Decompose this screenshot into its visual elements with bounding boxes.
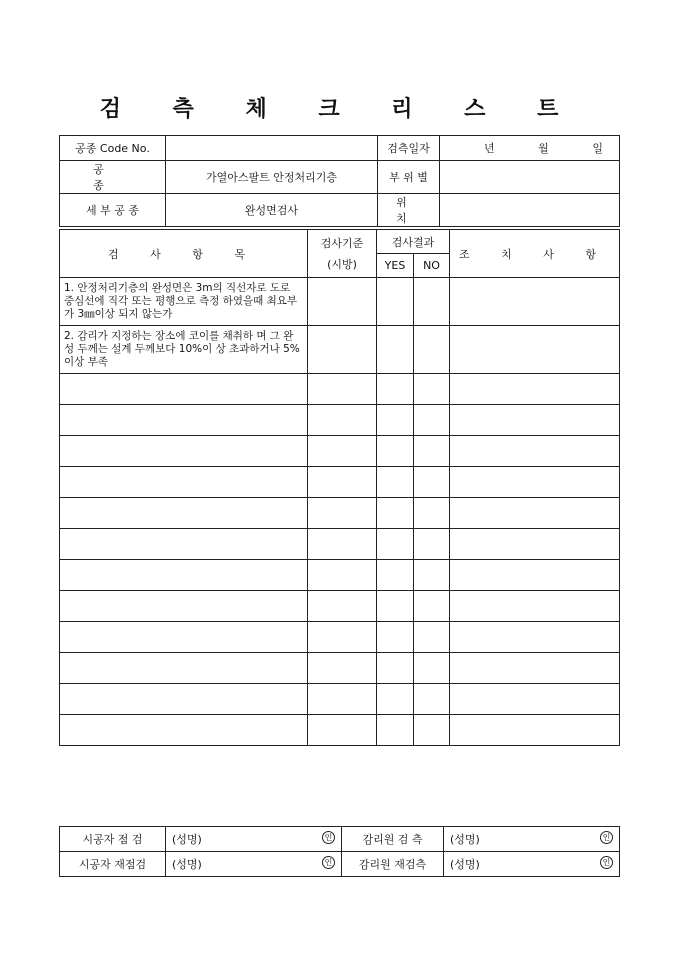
- checklist-standard-cell[interactable]: [308, 498, 377, 529]
- col-header-result: 검사결과: [377, 230, 450, 254]
- checklist-item-text: [60, 653, 308, 684]
- seal-icon: 인: [600, 831, 613, 844]
- page-title: 검 측 체 크 리 스 트: [99, 96, 581, 122]
- date-year-label: 년: [484, 142, 495, 155]
- location-label: 위 치: [378, 194, 440, 227]
- checklist-item-text: [60, 436, 308, 467]
- signature-row-recheck: [60, 852, 620, 877]
- checklist-yes-cell[interactable]: [377, 591, 414, 622]
- checklist-standard-cell[interactable]: [308, 405, 377, 436]
- code-value-field[interactable]: [166, 136, 378, 161]
- checklist-row: [60, 684, 620, 715]
- date-day-label: 일: [592, 142, 603, 155]
- checklist-row: [60, 715, 620, 746]
- work-type-label: 공 종: [60, 161, 166, 194]
- checklist-action-cell[interactable]: [450, 374, 620, 405]
- seal-icon: 인: [322, 831, 335, 844]
- checklist-no-cell[interactable]: [414, 374, 450, 405]
- date-label: 검측일자: [378, 136, 440, 161]
- checklist-body: [60, 278, 620, 746]
- checklist-item-text: [60, 467, 308, 498]
- checklist-yes-cell[interactable]: [377, 405, 414, 436]
- checklist-action-cell[interactable]: [450, 405, 620, 436]
- checklist-action-cell[interactable]: [450, 560, 620, 591]
- contractor-check-label: 시공자 점 검: [60, 827, 166, 852]
- checklist-no-cell[interactable]: [414, 529, 450, 560]
- detail-work-value[interactable]: 완성면검사: [166, 194, 378, 227]
- checklist-row: [60, 591, 620, 622]
- date-value-field[interactable]: [440, 136, 620, 161]
- checklist-action-cell[interactable]: [450, 653, 620, 684]
- contractor-recheck-name-label: (성명): [172, 858, 202, 871]
- checklist-action-cell[interactable]: [450, 467, 620, 498]
- checklist-item-text: [60, 684, 308, 715]
- checklist-no-cell[interactable]: [414, 560, 450, 591]
- checklist-row: [60, 653, 620, 684]
- checklist-no-cell[interactable]: [414, 684, 450, 715]
- checklist-item-text: [60, 529, 308, 560]
- checklist-head-row-1: [60, 230, 620, 254]
- checklist-action-cell[interactable]: [450, 622, 620, 653]
- checklist-standard-cell[interactable]: [308, 436, 377, 467]
- checklist-item-text: [60, 622, 308, 653]
- part-value-field[interactable]: [440, 161, 620, 194]
- checklist-action-cell[interactable]: [450, 684, 620, 715]
- checklist-item-text: [60, 560, 308, 591]
- work-type-value[interactable]: 가열아스팔트 안정처리기층: [166, 161, 378, 194]
- checklist-yes-cell[interactable]: [377, 653, 414, 684]
- checklist-item-text: [60, 374, 308, 405]
- checklist-yes-cell[interactable]: [377, 715, 414, 746]
- checklist-yes-cell[interactable]: [377, 467, 414, 498]
- checklist-standard-cell[interactable]: [308, 529, 377, 560]
- checklist-action-cell[interactable]: [450, 591, 620, 622]
- checklist-no-cell[interactable]: [414, 715, 450, 746]
- col-header-no: NO: [414, 254, 450, 278]
- checklist-no-cell[interactable]: [414, 467, 450, 498]
- checklist-item-text: [60, 591, 308, 622]
- signature-table: [59, 826, 620, 877]
- col-header-item: 검 사 항 목: [60, 230, 308, 278]
- checklist-standard-cell[interactable]: [308, 326, 377, 374]
- checklist-yes-cell[interactable]: [377, 684, 414, 715]
- supervisor-check-sign-field[interactable]: [444, 827, 620, 852]
- checklist-action-cell[interactable]: [450, 278, 620, 326]
- checklist-row: [60, 405, 620, 436]
- code-label: 공종 Code No.: [60, 136, 166, 161]
- contractor-check-sign-field[interactable]: [166, 827, 342, 852]
- checklist-yes-cell[interactable]: [377, 436, 414, 467]
- checklist-no-cell[interactable]: [414, 326, 450, 374]
- checklist-yes-cell[interactable]: [377, 622, 414, 653]
- checklist-table: [59, 229, 620, 746]
- checklist-standard-cell[interactable]: [308, 715, 377, 746]
- header-row-code: [60, 136, 620, 161]
- checklist-standard-cell[interactable]: [308, 622, 377, 653]
- checklist-yes-cell[interactable]: [377, 374, 414, 405]
- location-value-field[interactable]: [440, 194, 620, 227]
- checklist-row: [60, 467, 620, 498]
- checklist-item-text: 1. 안정처리기층의 완성면은 3m의 직선자로 도로 중심선에 직각 또는 평행으로 측정 하였을때 최요부가 3㎜이상 되지 않는가: [60, 278, 308, 326]
- col-header-yes: YES: [377, 254, 414, 278]
- checklist-row: [60, 374, 620, 405]
- contractor-check-name-label: (성명): [172, 833, 202, 846]
- signature-row-check: [60, 827, 620, 852]
- checklist-action-cell[interactable]: [450, 715, 620, 746]
- checklist-standard-cell[interactable]: [308, 467, 377, 498]
- checklist-action-cell[interactable]: [450, 326, 620, 374]
- detail-work-label: 세 부 공 종: [60, 194, 166, 227]
- checklist-no-cell[interactable]: [414, 591, 450, 622]
- checklist-no-cell[interactable]: [414, 436, 450, 467]
- header-row-work: [60, 161, 620, 194]
- checklist-standard-cell[interactable]: [308, 560, 377, 591]
- standard-label: 검사기준: [320, 237, 364, 250]
- checklist-no-cell[interactable]: [414, 498, 450, 529]
- contractor-recheck-sign-field[interactable]: [166, 852, 342, 877]
- checklist-standard-cell[interactable]: [308, 278, 377, 326]
- supervisor-recheck-label: 감리원 재검측: [342, 852, 444, 877]
- checklist-yes-cell[interactable]: [377, 326, 414, 374]
- checklist-item-text: [60, 498, 308, 529]
- checklist-row: [60, 560, 620, 591]
- checklist-no-cell[interactable]: [414, 405, 450, 436]
- checklist-row: [60, 278, 620, 326]
- checklist-standard-cell[interactable]: [308, 653, 377, 684]
- checklist-action-cell[interactable]: [450, 529, 620, 560]
- checklist-standard-cell[interactable]: [308, 374, 377, 405]
- supervisor-recheck-name-label: (성명): [450, 858, 480, 871]
- supervisor-recheck-sign-field[interactable]: [444, 852, 620, 877]
- checklist-item-text: 2. 감리가 지정하는 장소에 코이를 채취하 며 그 완성 두께는 설계 두께보다 10%이 상 초과하거나 5%이상 부족: [60, 326, 308, 374]
- col-header-action: 조 치 사 항: [450, 230, 620, 278]
- supervisor-check-name-label: (성명): [450, 833, 480, 846]
- checklist-row: [60, 622, 620, 653]
- checklist-row: [60, 529, 620, 560]
- checklist-item-text: [60, 405, 308, 436]
- checklist-yes-cell[interactable]: [377, 560, 414, 591]
- checklist-standard-cell[interactable]: [308, 684, 377, 715]
- checklist-row: [60, 326, 620, 374]
- date-month-label: 월: [538, 142, 549, 155]
- checklist-yes-cell[interactable]: [377, 529, 414, 560]
- supervisor-check-label: 감리원 검 측: [342, 827, 444, 852]
- part-label: 부 위 별: [378, 161, 440, 194]
- contractor-recheck-label: 시공자 재점검: [60, 852, 166, 877]
- standard-sub-label: (시방): [327, 258, 357, 271]
- seal-icon: 인: [322, 856, 335, 869]
- checklist-action-cell[interactable]: [450, 498, 620, 529]
- checklist-no-cell[interactable]: [414, 278, 450, 326]
- checklist-no-cell[interactable]: [414, 622, 450, 653]
- col-header-standard: [308, 230, 377, 278]
- checklist-standard-cell[interactable]: [308, 591, 377, 622]
- checklist-row: [60, 436, 620, 467]
- checklist-yes-cell[interactable]: [377, 278, 414, 326]
- checklist-action-cell[interactable]: [450, 436, 620, 467]
- seal-icon: 인: [600, 856, 613, 869]
- checklist-row: [60, 498, 620, 529]
- checklist-item-text: [60, 715, 308, 746]
- checklist-yes-cell[interactable]: [377, 498, 414, 529]
- checklist-no-cell[interactable]: [414, 653, 450, 684]
- header-table: [59, 135, 620, 227]
- header-row-detail: [60, 194, 620, 227]
